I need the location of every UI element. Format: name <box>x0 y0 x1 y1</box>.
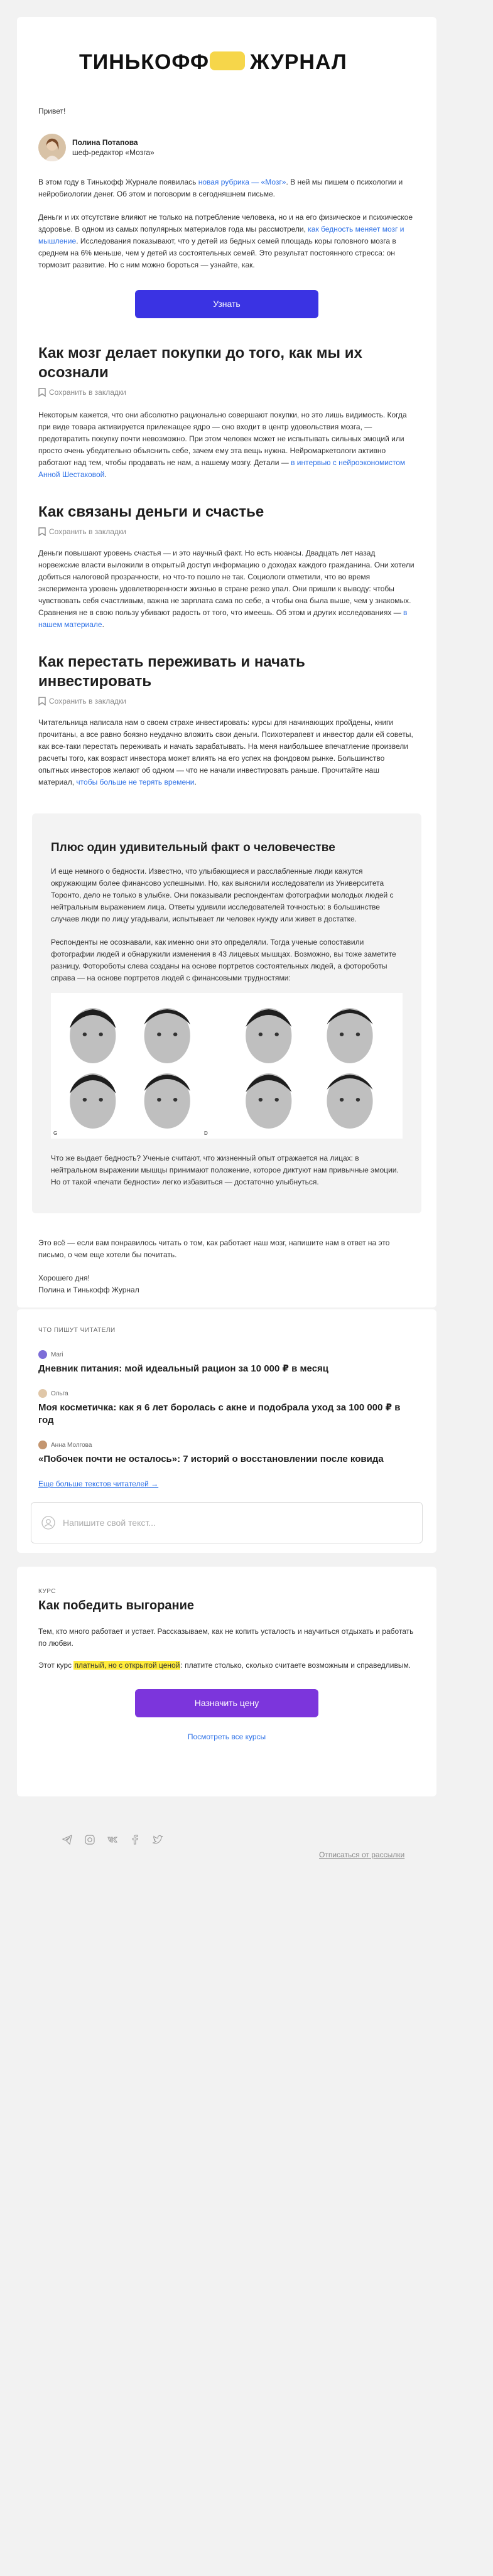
section-title-investing: Как перестать переживать и начать инвестировать <box>38 653 305 690</box>
instagram-icon[interactable] <box>83 1833 97 1847</box>
bookmark-icon <box>38 527 46 536</box>
bookmark-icon <box>38 388 46 397</box>
course-card <box>17 1567 436 1796</box>
callout-paragraph-3: Что же выдает бедность? Ученые считают, что жизненный опыт отражается на лицах: в нейтральном выражении мышцы принимают положение, которое диктуют нам привычные эмоции. Но от такой «печати бедности» легко избавиться — достаточно улыбнуться. <box>51 1154 399 1186</box>
twitter-icon[interactable] <box>151 1833 165 1847</box>
section-paragraph <box>38 717 415 788</box>
course-description: Тем, кто много работает и устает. Рассказываем, как не копить усталость и научиться отдыхать и работать по любви. <box>38 1627 414 1648</box>
text: В этом году в Тинькофф Журнале появилась <box>38 178 198 186</box>
author-block <box>38 134 415 161</box>
reader-author: Ольга <box>51 1390 68 1397</box>
bookmark-label: Сохранить в закладки <box>49 527 126 536</box>
svg-text:ТИНЬКОФФ: ТИНЬКОФФ <box>79 50 209 74</box>
write-text-placeholder: Напишите свой текст... <box>63 1518 156 1528</box>
section-paragraph <box>38 409 415 481</box>
telegram-icon[interactable] <box>60 1833 74 1847</box>
facebook-icon[interactable] <box>128 1833 142 1847</box>
social-links <box>60 1833 165 1847</box>
vk-icon[interactable] <box>106 1833 119 1847</box>
figure-label-left: G <box>53 1130 58 1136</box>
course-price-note <box>38 1660 415 1672</box>
reader-title[interactable]: «Побочек почти не осталось»: 7 историй о восстановлении после ковида <box>38 1454 384 1464</box>
text: . Исследования показывают, что у детей из бедных семей площадь коры головного мозга в среднем на 6% меньше, чем у детей из состоятельных семей. Это результат постоянного стресса: он тормозит развитие. Но с ним можно бороться — узнайте, как. <box>38 237 396 269</box>
callout-paragraph-2: Респонденты не осознавали, как именно они это определяли. Тогда ученые сопоставили фотографии людей и обнаружили изменения в 43 лицевых мышцах. Возможно, вы тоже заметите разницу. Фотороботы слева созданы на основе портретов состоятельных людей, а фотороботы справа — на основе портретов людей с финансовыми трудностями: <box>51 938 396 982</box>
bookmark-icon <box>38 697 46 706</box>
outro-paragraph: Это всё — если вам понравилось читать о том, как работает наш мозг, напишите нам в ответ на это письмо, о чем еще хотели бы почитать. <box>38 1238 390 1259</box>
signoff-line-1: Хорошего дня! <box>38 1274 90 1282</box>
newsletter-card <box>17 17 436 1307</box>
intro-paragraph-1 <box>38 176 415 200</box>
svg-text:ЖУРНАЛ: ЖУРНАЛ <box>250 50 347 74</box>
callout-title: Плюс один удивительный факт о человечестве <box>51 841 335 854</box>
interview-link[interactable]: в интервью с нейроэкономистом Анной Шестаковой <box>38 458 406 479</box>
callout-paragraph-1: И еще немного о бедности. Известно, что улыбающиеся и расслабленные люди кажутся окружающим более финансово успешными. Но, как выяснили исследователи из Университета Торонто, дело не только в улыбке. Они показывали респондентам фотографии молодых людей с нейтральным выражением лица. Ответы удивили исследователей точностью: в большинстве случаев люди по лицу угадывали, испытывает ли человек нужду или живет в достатке. <box>51 867 394 923</box>
intro-paragraph-2 <box>38 212 415 271</box>
text: : платите столько, сколько считаете возможным и справедливым. <box>180 1661 411 1670</box>
fact-callout <box>32 813 421 1213</box>
faces-image <box>51 993 403 1139</box>
bookmark-button[interactable] <box>38 697 415 706</box>
avatar <box>38 134 66 161</box>
more-reader-texts-link[interactable]: Еще больше текстов читателей → <box>38 1479 159 1488</box>
text: Этот курс <box>38 1661 74 1670</box>
all-courses-link[interactable]: Посмотреть все курсы <box>187 1732 266 1741</box>
text: . <box>104 470 107 479</box>
happiness-article-link[interactable]: в нашем материале <box>38 608 408 629</box>
write-text-field[interactable] <box>31 1502 423 1543</box>
signoff-line-2: Полина и Тинькофф Журнал <box>38 1285 139 1294</box>
user-icon <box>41 1516 55 1530</box>
unsubscribe-link[interactable]: Отписаться от рассылки <box>319 1850 405 1859</box>
text: Читательница написала нам о своем страхе инвестировать: курсы для начинающих пройдены, книги прочитаны, а все равно боязно неудачно вложить свои деньги. Психотерапевт и инвестор дали ей советы, как все-таки перестать переживать и начать зарабатывать. На меня наибольшее впечатление произвели расчеты того, как возраст инвестора может влиять на его успех на фондовом рынке. Большинство опытных инвесторов желают об одном — что не начали инвестировать раньше. Прочитайте наш материал, <box>38 718 413 786</box>
reader-item[interactable] <box>38 1441 415 1466</box>
reader-title[interactable]: Дневник питания: мой идеальный рацион за 10 000 ₽ в месяц <box>38 1363 329 1374</box>
bookmark-button[interactable] <box>38 527 415 536</box>
text: Деньги и их отсутствие влияют не только на потребление человека, но и на его физическое и психическое здоровье. В одном из самых популярных материалов года мы рассмотрели, <box>38 213 413 233</box>
course-title: Как победить выгорание <box>38 1599 195 1613</box>
reader-item[interactable] <box>38 1389 415 1427</box>
section-title-shopping: Как мозг делает покупки до того, как мы их осознали <box>38 345 362 381</box>
reader-avatar-icon <box>38 1441 47 1449</box>
tinkoff-journal-logo[interactable] <box>79 45 374 77</box>
figure-label-right: D <box>204 1130 208 1136</box>
signoff <box>38 1272 415 1296</box>
reader-avatar-icon <box>38 1389 47 1398</box>
investing-article-link[interactable]: чтобы больше не терять времени <box>76 778 195 786</box>
reader-author: Mari <box>51 1351 63 1358</box>
greeting: Привет! <box>38 107 66 115</box>
poverty-brain-link[interactable]: как бедность меняет мозг и мышление <box>38 225 404 245</box>
text: . <box>194 778 197 786</box>
highlight: платный, но с открытой ценой <box>74 1661 180 1670</box>
learn-button[interactable]: Узнать <box>135 290 318 318</box>
readers-card <box>17 1309 436 1553</box>
section-title-happiness: Как связаны деньги и счастье <box>38 503 264 520</box>
text: Некоторым кажется, что они абсолютно рационально совершают покупки, но это лишь видимость. Когда при виде товара активируется прилежащее ядро — оно входит в центр удовольствия мозга, — предотвратить покупку почти невозможно. При этом человек может не испытывать сильных эмоций или просто очень убедительно объяснить себе, зачем ему эта вещь нужна. Нейромаркетологи активно работают над тем, чтобы продавать не нам, а нашему мозгу. Детали — <box>38 411 407 467</box>
section-paragraph <box>38 547 415 631</box>
author-name: Полина Потапова <box>72 138 138 147</box>
reader-avatar-icon <box>38 1350 47 1359</box>
faces-figure <box>51 993 403 1139</box>
reader-author: Анна Молгова <box>51 1441 92 1449</box>
set-price-button[interactable]: Назначить цену <box>135 1689 318 1717</box>
text: . <box>102 620 104 629</box>
bookmark-label: Сохранить в закладки <box>49 388 126 397</box>
author-role: шеф-редактор «Мозга» <box>72 148 154 157</box>
text: Деньги повышают уровень счастья — и это научный факт. Но есть нюансы. Двадцать лет назад норвежские власти выложили в открытый доступ информацию о доходах каждого гражданина. Они хотели добиться налоговой прозрачности, но что-то пошло не так. Социологи отметили, что во время эксперимента уровень удовлетворенности жизнью в стране резко упал. Они пришли к выводу: чтобы чувствовать себя счастливым, важна не зарплата сама по себе, а чтобы она была выше, чем у знакомых. Сравнения не в свою пользу убивают радость от того, что имеешь. Об этом и других исследованиях — <box>38 549 414 617</box>
reader-title[interactable]: Моя косметичка: как я 6 лет боролась с акне и подобрала уход за 100 000 ₽ в год <box>38 1402 401 1425</box>
bookmark-button[interactable] <box>38 388 415 397</box>
course-label: КУРС <box>38 1588 57 1595</box>
reader-item[interactable] <box>38 1350 415 1375</box>
readers-heading: ЧТО ПИШУТ ЧИТАТЕЛИ <box>38 1327 116 1334</box>
text: . В ней мы пишем о психологии и нейробиологии денег. Об этом и поговорим в сегодняшнем письме. <box>38 178 403 198</box>
rubric-link[interactable]: новая рубрика — «Мозг» <box>198 178 286 186</box>
bookmark-label: Сохранить в закладки <box>49 697 126 706</box>
